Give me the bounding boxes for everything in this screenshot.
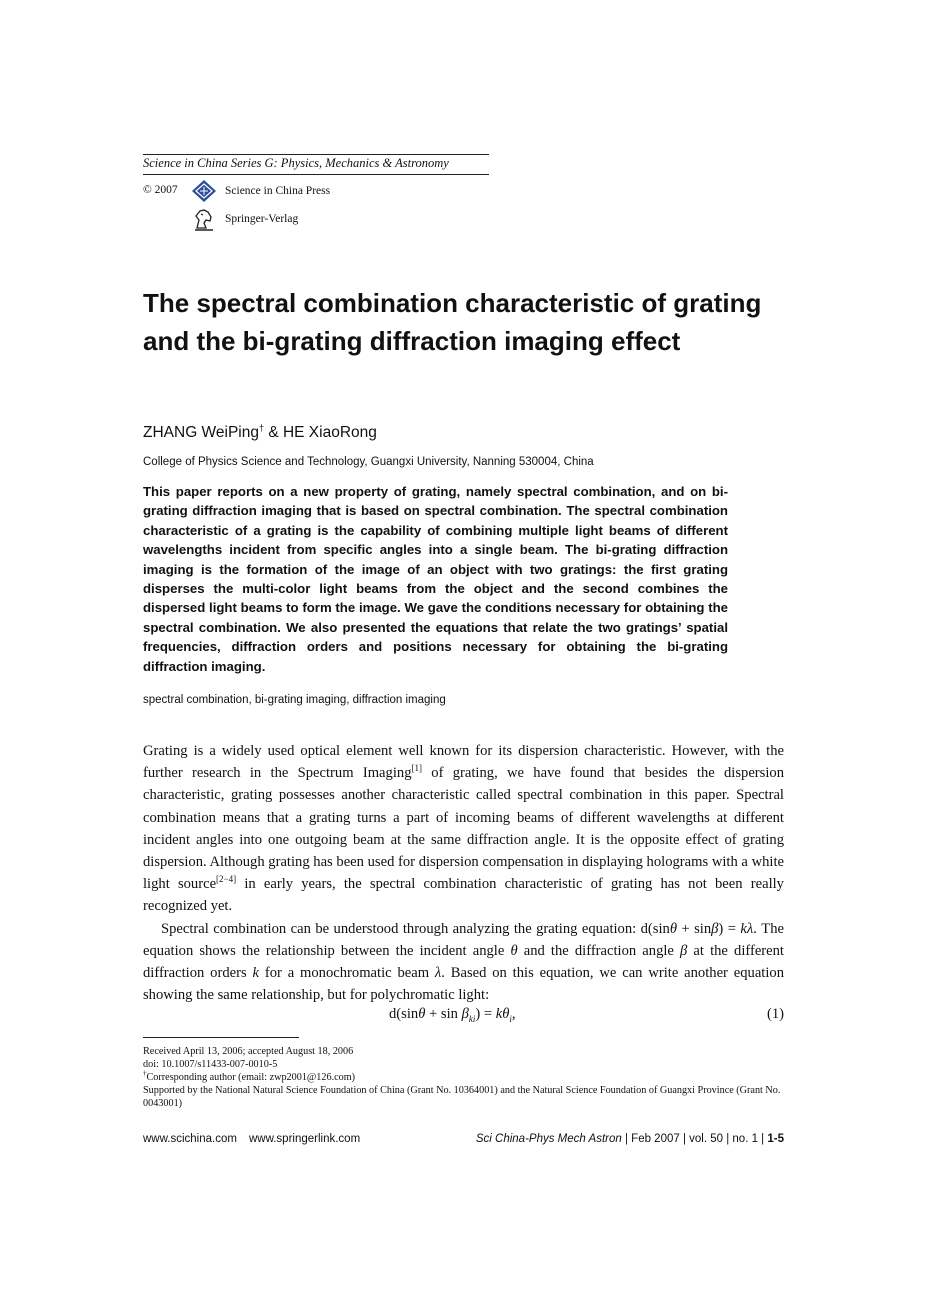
- issue-info: | Feb 2007 | vol. 50 | no. 1 |: [621, 1133, 768, 1145]
- author-2: HE XiaoRong: [282, 424, 377, 441]
- symbol-beta: β: [711, 920, 719, 937]
- scichina-link[interactable]: www.scichina.com: [143, 1133, 237, 1145]
- abstract: This paper reports on a new property of grating, namely spectral combination, and on bi-grating diffraction imaging that is based on spectral combination. The spectral combination characteristic of a grating is the capability of combining multiple light beams of different wavelengths incident from specific angles into a single beam. The bi-grating diffraction imaging is the formation of the image of an object with two gratings: the first grating disperses the multi-color light beams from the object and the second combines the dispersed light beams to form the image. We gave the conditions necessary for obtaining the spectral combination. We also presented the equations that relate the two gratings’ spatial frequencies, diffraction orders and positions necessary for obtaining the bi-grating diffraction imaging.: [143, 484, 728, 674]
- equation-theta: θ: [418, 1006, 426, 1022]
- journal-header-rule-bottom: [143, 174, 489, 175]
- paragraph-1-part-a: Grating is a widely used optical element well known for its dispersion characteristic. However, with the further research in the Spectrum Imaging: [143, 743, 784, 782]
- paragraph-2-part-c: . The equation shows the relationship between the incident angle: [143, 920, 784, 959]
- paragraph-2-part-d: and the diffraction angle: [517, 942, 681, 959]
- paragraph-2-plus-sin: + sin: [677, 920, 712, 937]
- copyright-year: © 2007: [143, 184, 178, 196]
- corresponding-author-text: Corresponding author (email: zwp2001@126.com): [146, 1072, 356, 1083]
- paragraph-1-part-c: in early years, the spectral combination characteristic of grating has not been really recognized yet.: [143, 876, 784, 915]
- paragraph-2-part-e: at the different diffraction orders: [143, 942, 784, 982]
- publisher-science-in-china-press: Science in China Press: [225, 185, 331, 197]
- equation-part-a: d(sin: [389, 1006, 419, 1022]
- footer-citation: [476, 1133, 784, 1145]
- journal-name: Science in China Series G: Physics, Mechanics & Astronomy: [143, 156, 449, 170]
- author-separator: &: [264, 424, 283, 441]
- springerlink-link[interactable]: www.springerlink.com: [248, 1133, 361, 1145]
- footer-urls: [143, 1133, 372, 1145]
- doi: doi: 10.1007/s11433-007-0010-5: [143, 1059, 278, 1070]
- article-title: The spectral combination characteristic of grating and the bi-grating diffraction imaging effect: [143, 288, 762, 356]
- equation-subscript-ki: ki: [468, 1013, 476, 1024]
- received-dates: Received April 13, 2006; accepted August 18, 2006: [143, 1046, 354, 1057]
- publisher-springer-verlag: Springer-Verlag: [225, 213, 299, 225]
- dagger-mark: †: [143, 1069, 147, 1078]
- equation-theta-i: θ: [502, 1006, 510, 1022]
- paragraph-2-part-a: Spectral combination can be understood through analyzing the grating equation: d(sin: [161, 920, 670, 937]
- citation-1: [1]: [411, 763, 422, 774]
- equation-part-c: ) =: [475, 1006, 496, 1022]
- science-in-china-press-logo-icon: [191, 179, 217, 203]
- equation-row: [143, 1006, 784, 1028]
- equation-k: k: [495, 1006, 503, 1022]
- footnotes: [143, 1045, 784, 1110]
- equation-part-d: ,: [511, 1006, 516, 1022]
- journal-header-rule-top: [143, 154, 489, 155]
- equation-subscript-i: i: [509, 1013, 512, 1024]
- page-range: 1-5: [767, 1133, 784, 1145]
- paragraph-1-part-b: of grating, we have found that besides the dispersion characteristic, grating possesses another characteristic called spectral combination in this paper. Spectral combination means that a grating turns a part of incoming beams of different wavelengths at different incident angles into one outgoing beam at the same diffraction angle. It is the opposite effect of grating dispersion. Although grating has been used for dispersion compensation in displaying holograms with a white light source: [143, 765, 784, 893]
- journal-abbreviation: Sci China-Phys Mech Astron: [475, 1133, 622, 1145]
- body-text: [143, 740, 784, 1006]
- affiliation: College of Physics Science and Technology, Guangxi University, Nanning 530004, China: [143, 456, 594, 468]
- corresponding-author-mark: †: [259, 422, 265, 433]
- authors-line: [143, 424, 377, 442]
- paragraph-1: [143, 740, 784, 918]
- paragraph-2-part-g: . Based on this equation, we can write another equation showing the same relationship, but for polychromatic light:: [143, 965, 785, 1004]
- corresponding-author-note: [143, 1071, 784, 1084]
- paragraph-2: [143, 918, 784, 1007]
- equation-part-b: + sin: [425, 1006, 462, 1022]
- symbol-k-lambda: kλ: [740, 920, 754, 937]
- paragraph-2-part-b: ) =: [718, 920, 741, 937]
- symbol-theta: θ: [510, 942, 518, 959]
- citation-2-4: [2−4]: [216, 874, 237, 885]
- funding-note: Supported by the National Natural Science Foundation of China (Grant No. 10364001) and the Natural Science Foundation of Guangxi Province (Grant No. 0043001): [143, 1085, 781, 1109]
- symbol-k: k: [252, 965, 259, 982]
- equation-beta: β: [461, 1006, 469, 1022]
- author-1: ZHANG WeiPing: [143, 424, 259, 441]
- symbol-lambda: λ: [434, 965, 442, 982]
- footnote-rule: [143, 1037, 299, 1038]
- equation-1: [389, 1006, 516, 1023]
- paragraph-2-part-f: for a monochromatic beam: [258, 965, 435, 982]
- symbol-beta: β: [680, 942, 688, 959]
- keywords: spectral combination, bi-grating imaging, diffraction imaging: [143, 694, 446, 706]
- springer-horse-logo-icon: [193, 208, 215, 232]
- symbol-theta: θ: [669, 920, 677, 937]
- equation-number: (1): [766, 1006, 784, 1022]
